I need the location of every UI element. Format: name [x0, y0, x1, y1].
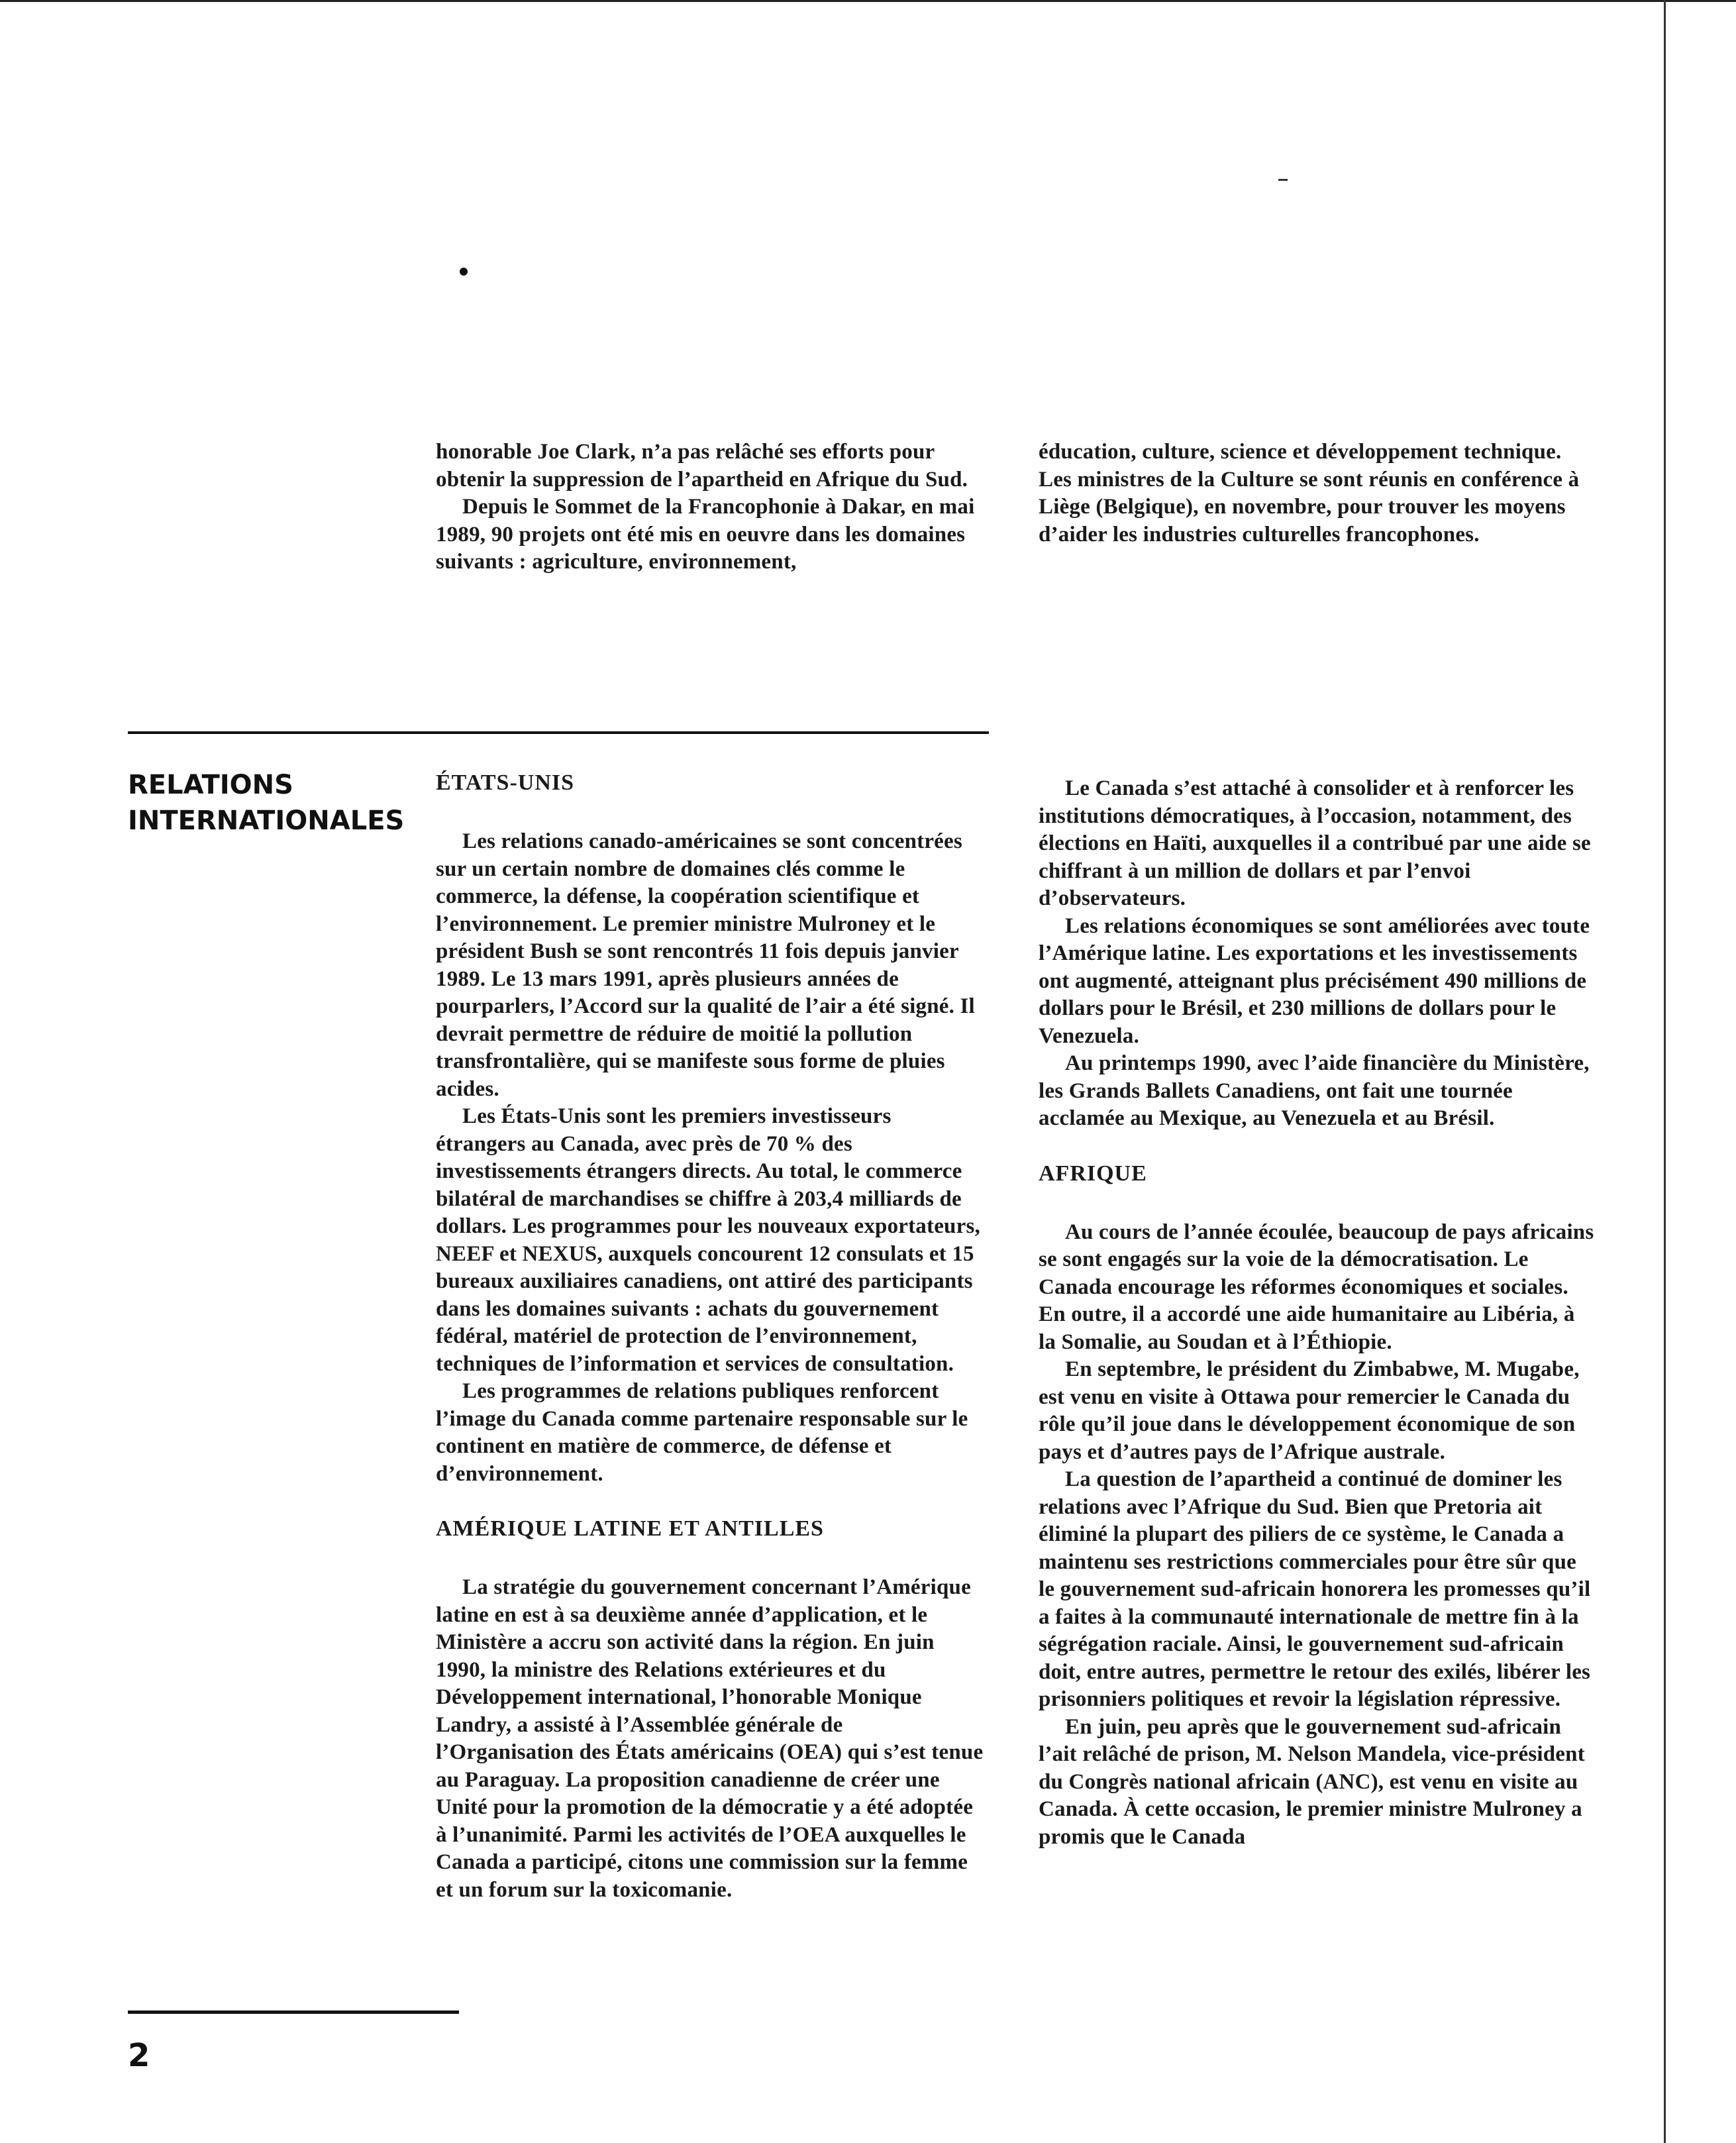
paragraph: Les États-Unis sont les premiers investisseurs étrangers au Canada, avec près de 70 % des investissements étrangers directs. Au total, le commerce bilatéral de marchandises se chiffre à 203,4 milliards de dollars. Les programmes pour les nouveaux exportateurs, NEEF et NEXUS, auxquels concourent 12 consulats et 15 bureaux auxiliaires canadiens, ont attiré des participants dans les domaines suivants : achats du gouvernement fédéral, matériel de protection de l’environnement, techniques de l’information et services de consultation.: [436, 1104, 980, 1376]
main-right-column: [1039, 775, 1595, 1851]
subheading-afrique: AFRIQUE: [1039, 1161, 1147, 1186]
paragraph: Au printemps 1990, avec l’aide financière du Ministère, les Grands Ballets Canadiens, ont fait une tournée acclamée au Mexique, au Venezuela et au Brésil.: [1039, 1051, 1590, 1130]
paragraph: Le Canada s’est attaché à consolider et à renforcer les institutions démocratiques, à l’occasion, notamment, des élections en Haïti, auxquelles il a contribué par une aide se chiffrant à un million de dollars et par l’envoi d’observateurs.: [1039, 776, 1591, 910]
paragraph: Les relations économiques se sont améliorées avec toute l’Amérique latine. Les exportations et les investissements ont augmenté, atteignant plus précisément 490 millions de dollars pour le Brésil, et 230 millions de dollars pour le Venezuela.: [1039, 914, 1590, 1048]
section-title-line: RELATIONS: [128, 770, 293, 800]
paragraph: En septembre, le président du Zimbabwe, M. Mugabe, est venu en visite à Ottawa pour remercier le Canada du rôle qu’il joue dans le développement économique de son pays et d’autres pays de l’Afrique australe.: [1039, 1357, 1580, 1464]
section-title-line: INTERNATIONALES: [128, 806, 405, 836]
main-left-column: [436, 768, 986, 1904]
section-rule: [128, 731, 989, 734]
top-right-column: [1039, 439, 1595, 549]
paragraph: Au cours de l’année écoulée, beaucoup de pays africains se sont engagés sur la voie de la démocratisation. Le Canada encourage les réformes économiques et sociales. En outre, il a accordé une aide humanitaire au Libéria, à la Somalie, au Soudan et à l’Éthiopie.: [1039, 1220, 1594, 1354]
paragraph: La stratégie du gouvernement concernant l’Amérique latine en est à sa deuxième année d’application, et le Ministère a accru son activité dans la région. En juin 1990, la ministre des Relations extérieures et du Développement international, l’honorable Monique Landry, a assisté à l’Assemblée générale de l’Organisation des États américains (OEA) qui s’est tenue au Paraguay. La proposition canadienne de créer une Unité pour la promotion de la démocratie y a été adoptée à l’unanimité. Parmi les activités de l’OEA auxquelles le Canada a participé, citons une commission sur la femme et un forum sur la toxicomanie.: [436, 1575, 984, 1902]
subheading-etats-unis: ÉTATS-UNIS: [436, 770, 575, 795]
paragraph: Depuis le Sommet de la Francophonie à Dakar, en mai 1989, 90 projets ont été mis en oeuvre dans les domaines suivants : agriculture, environnement,: [436, 495, 975, 574]
paragraph: honorable Joe Clark, n’a pas relâché ses efforts pour obtenir la suppression de l’apartheid en Afrique du Sud.: [436, 440, 968, 492]
subheading-amerique-latine: AMÉRIQUE LATINE ET ANTILLES: [436, 1516, 824, 1541]
paragraph: Les programmes de relations publiques renforcent l’image du Canada comme partenaire responsable sur le continent en matière de commerce, de défense et d’environnement.: [436, 1379, 968, 1486]
page-number: 2: [128, 2037, 150, 2074]
section-title: [128, 767, 413, 839]
paragraph: En juin, peu après que le gouvernement sud-africain l’ait relâché de prison, M. Nelson Mandela, vice-président du Congrès national africain (ANC), est venu en visite au Canada. À cette occasion, le premier ministre Mulroney a promis que le Canada: [1039, 1714, 1585, 1849]
scan-mark: [1278, 179, 1288, 181]
top-border-line: [0, 0, 1736, 2]
paragraph: La question de l’apartheid a continué de dominer les relations avec l’Afrique du Sud. Bien que Pretoria ait éliminé la plupart des piliers de ce système, le Canada a maintenu ses restrictions commerciales pour être sûr que le gouvernement sud-africain honorera les promesses qu’il a faites à la communauté internationale de mettre fin à la ségrégation raciale. Ainsi, le gouvernement sud-africain doit, entre autres, permettre le retour des exilés, libérer les prisonniers politiques et revoir la législation répressive.: [1039, 1467, 1591, 1711]
scan-right-edge: [1664, 0, 1666, 2143]
top-left-column: [436, 439, 986, 576]
paragraph: éducation, culture, science et développement technique. Les ministres de la Culture se sont réunis en conférence à Liège (Belgique), en novembre, pour trouver les moyens d’aider les industries culturelles francophones.: [1039, 440, 1580, 547]
scan-speck: [460, 268, 468, 276]
footer-rule: [128, 2011, 459, 2014]
paragraph: Les relations canado-américaines se sont concentrées sur un certain nombre de domaines clés comme le commerce, la défense, la coopération scientifique et l’environnement. Le premier ministre Mulroney et le président Bush se sont rencontrés 11 fois depuis janvier 1989. Le 13 mars 1991, après plusieurs années de pourparlers, l’Accord sur la qualité de l’air a été signé. Il devrait permettre de réduire de moitié la pollution transfrontalière, qui se manifeste sous forme de pluies acides.: [436, 829, 975, 1101]
